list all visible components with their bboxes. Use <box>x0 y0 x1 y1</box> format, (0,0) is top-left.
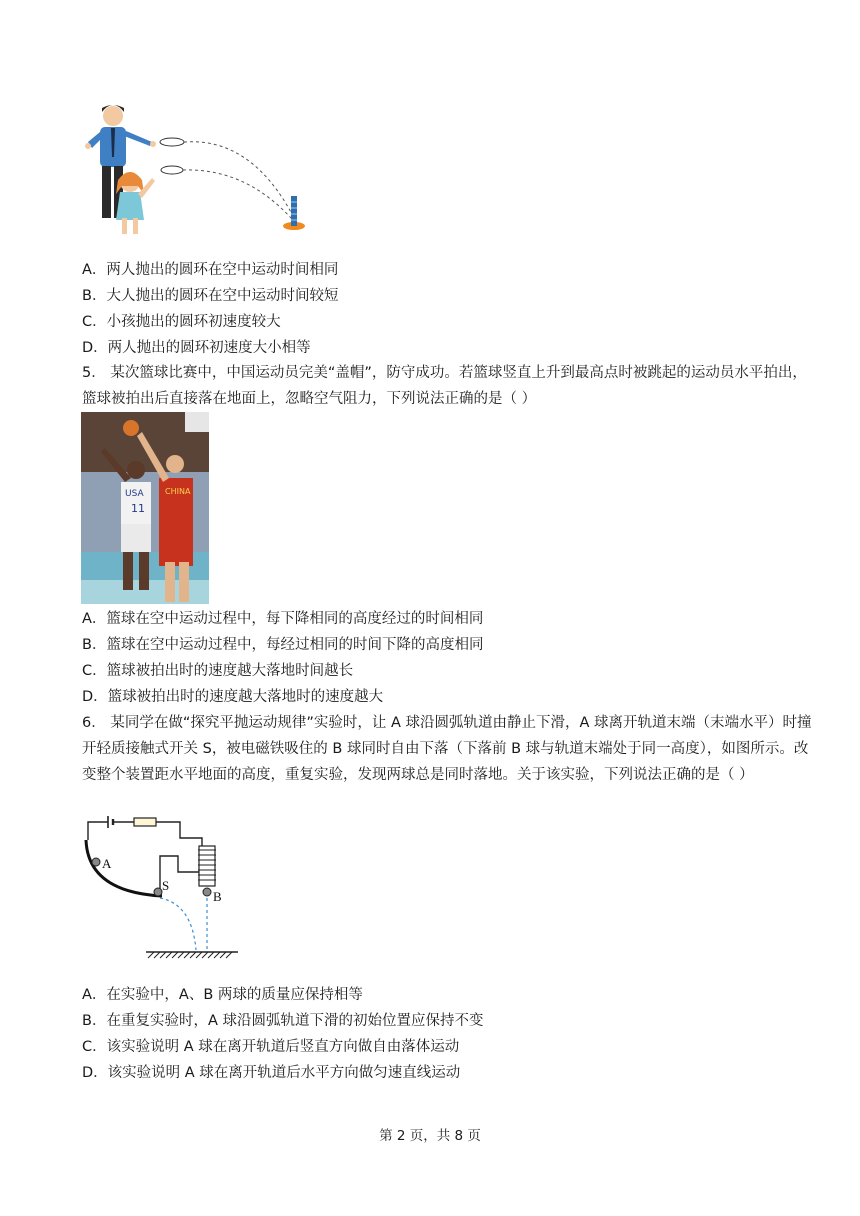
q4-option-d: D．两人抛出的圆环初速度大小相等 <box>82 340 311 356</box>
experiment-diagram <box>82 812 242 962</box>
photo-jersey-number: 11 <box>131 502 145 515</box>
q5-option-c: C．篮球被拍出时的速度越大落地时间越长 <box>82 663 354 679</box>
ring-toss-figure <box>80 102 310 236</box>
q5-stem: 5． 某次篮球比赛中，中国运动员完美“盖帽”，防守成功。若篮球竖直上升到最高点时被跳起的运动员水平拍出，篮球被拍出后直接落在地面上，忽略空气阻力，下列说法正确的是（ ） <box>82 365 807 407</box>
q6-stem: 6． 某同学在做“探究平抛运动规律”实验时，让 A 球沿圆弧轨道由静止下滑，A 球离开轨道末端（末端水平）时撞开轻质接触式开关 S，被电磁铁吸住的 B 球同时自由下落（下落前 B 球与轨道末端处于同一高度），如图所示。改变整个装置距水平地面的高度，重复实验，发现两球总是同时落地。关于该实验，下列说法正确的是（ ） <box>82 715 812 783</box>
q6-option-d: D．该实验说明 A 球在离开轨道后水平方向做匀速直线运动 <box>82 1065 461 1081</box>
photo-jersey-usa: USA <box>125 489 144 499</box>
q4-option-c: C．小孩抛出的圆环初速度较大 <box>82 314 281 330</box>
label-a: A <box>102 856 112 871</box>
page-footer: 第 2 页，共 8 页 <box>379 1128 481 1144</box>
q4-option-b: B．大人抛出的圆环在空中运动时间较短 <box>82 288 339 304</box>
label-b: B <box>213 889 222 904</box>
q5-option-b: B．篮球在空中运动过程中，每经过相同的时间下降的高度相同 <box>82 637 484 653</box>
q4-option-a: A．两人抛出的圆环在空中运动时间相同 <box>82 262 339 278</box>
label-s: S <box>162 878 170 893</box>
q6-option-b: B．在重复实验时，A 球沿圆弧轨道下滑的初始位置应保持不变 <box>82 1013 484 1029</box>
basketball-photo <box>81 412 209 604</box>
q6-option-a: A．在实验中，A、B 两球的质量应保持相等 <box>82 987 363 1003</box>
q6-option-c: C．该实验说明 A 球在离开轨道后竖直方向做自由落体运动 <box>82 1039 460 1055</box>
photo-jersey-china: CHINA <box>165 487 191 496</box>
q5-option-d: D．篮球被拍出时的速度越大落地时的速度越大 <box>82 689 384 705</box>
q5-option-a: A．篮球在空中运动过程中，每下降相同的高度经过的时间相同 <box>82 611 484 627</box>
